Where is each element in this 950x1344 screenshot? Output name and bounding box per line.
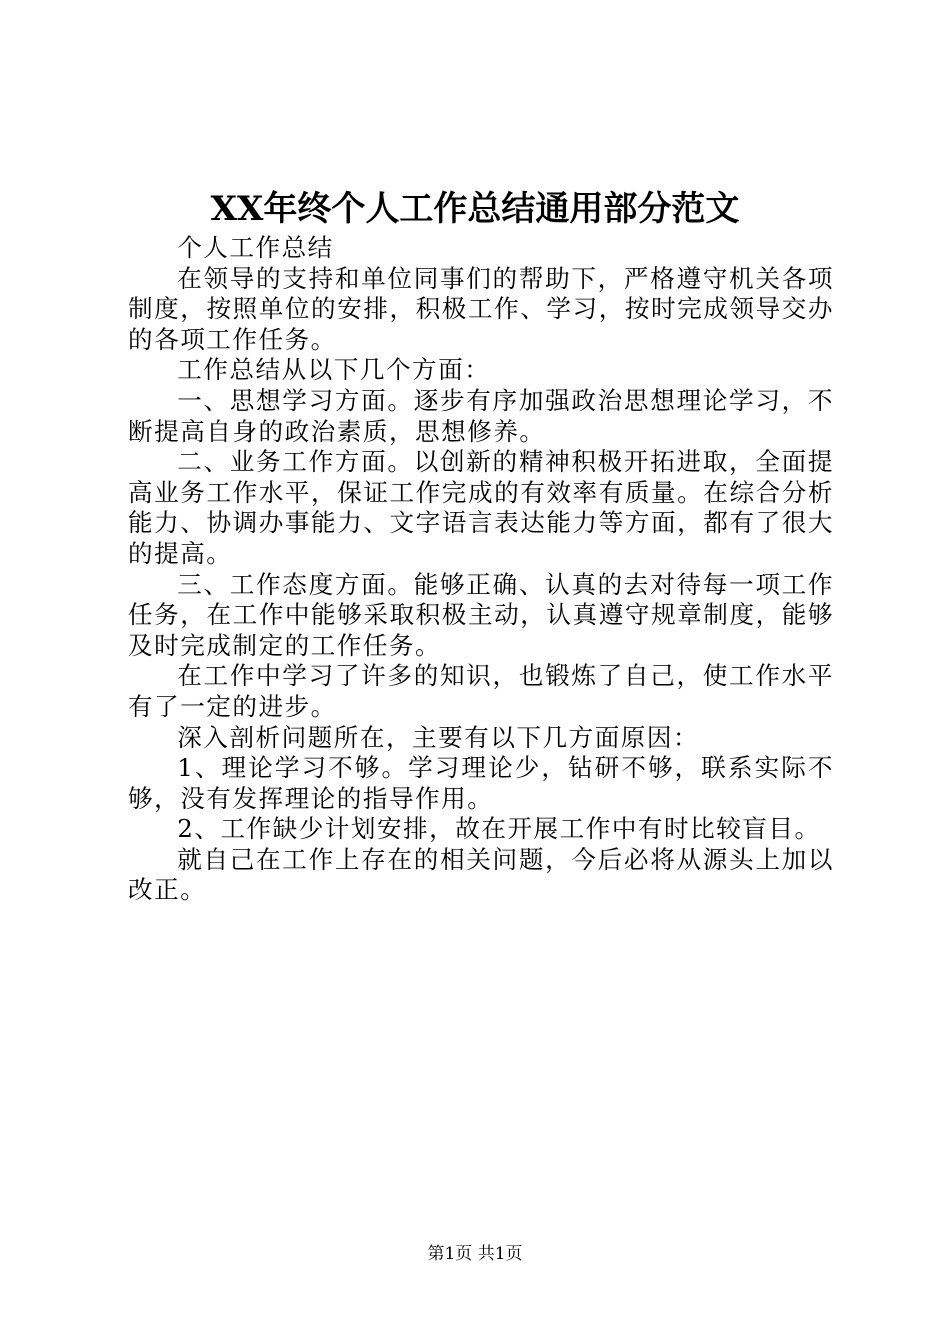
paragraph-aspect-3: 三、工作态度方面。能够正确、认真的去对待每一项工作任务，在工作中能够采取积极主动，认真遵守规章制度，能够及时完成制定的工作任务。 (128, 569, 834, 660)
page-number-footer: 第1页 共1页 (427, 1244, 523, 1264)
paragraph-aspect-2: 二、业务工作方面。以创新的精神积极开拓进取，全面提高业务工作水平，保证工作完成的有效率有质量。在综合分析能力、协调办事能力、文字语言表达能力等方面，都有了很大的提高。 (128, 447, 834, 568)
paragraph-aspects-intro: 工作总结从以下几个方面： (177, 355, 491, 385)
paragraph-progress: 在工作中学习了许多的知识，也锻炼了自己，使工作水平有了一定的进步。 (128, 661, 834, 721)
document-title: XX年终个人工作总结通用部分范文 (210, 189, 740, 229)
paragraph-causes-intro: 深入剖析问题所在，主要有以下几方面原因： (177, 722, 700, 752)
document-body (128, 233, 834, 906)
paragraph-aspect-1: 一、思想学习方面。逐步有序加强政治思想理论学习，不断提高自身的政治素质，思想修养。 (128, 385, 834, 446)
paragraph-heading: 个人工作总结 (177, 233, 334, 262)
paragraph-conclusion: 就自己在工作上存在的相关问题，今后必将从源头上加以改正。 (128, 844, 834, 905)
paragraph-intro: 在领导的支持和单位同事们的帮助下，严格遵守机关各项制度，按照单位的安排，积极工作、学习，按时完成领导交办的各项工作任务。 (128, 263, 834, 354)
paragraph-cause-1: 1、理论学习不够。学习理论少，钻研不够，联系实际不够，没有发挥理论的指导作用。 (128, 753, 834, 813)
paragraph-cause-2: 2、工作缺少计划安排，故在开展工作中有时比较盲目。 (177, 814, 821, 844)
